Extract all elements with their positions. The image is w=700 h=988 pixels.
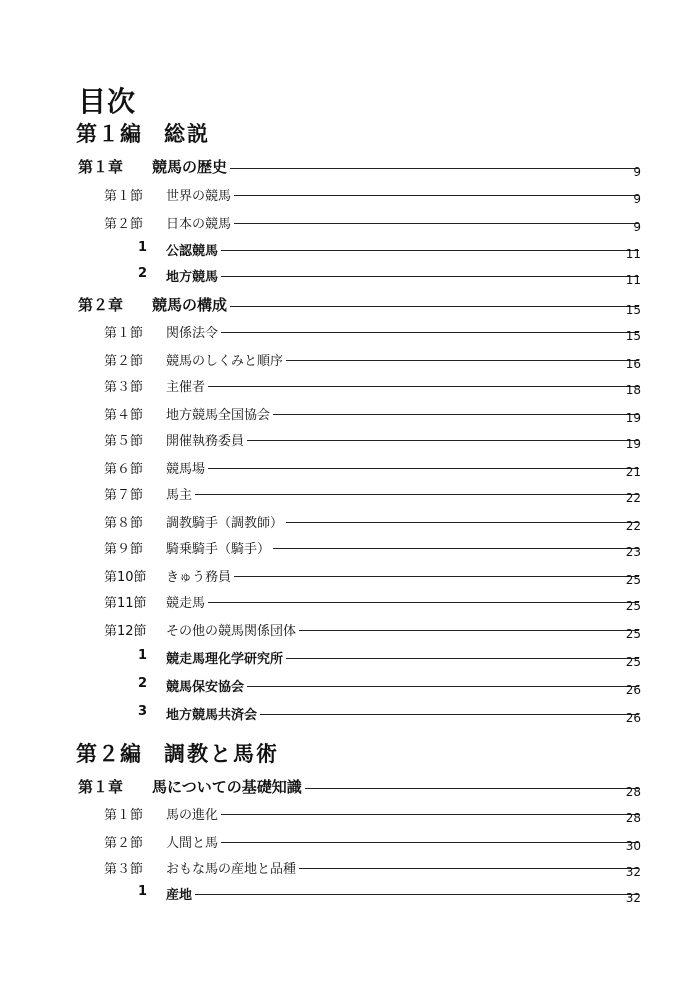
toc-section-number: 第６節 — [104, 462, 144, 477]
dotted-leader-line — [305, 788, 639, 789]
toc-page-number: 28 — [625, 785, 641, 799]
toc-page-number: 22 — [625, 491, 641, 505]
dotted-leader-line — [273, 414, 639, 415]
toc-chapter-label: 競馬の歴史 — [152, 158, 228, 176]
toc-chapter-row[interactable] — [0, 294, 700, 318]
dotted-leader-line — [286, 360, 639, 361]
toc-page-number: 30 — [625, 839, 641, 853]
toc-page-number: 15 — [625, 303, 641, 317]
dotted-leader-line — [230, 168, 639, 169]
toc-section-number: 第４節 — [104, 408, 144, 423]
dotted-leader-line — [195, 894, 639, 895]
toc-section-row[interactable] — [0, 185, 700, 209]
toc-page-number: 11 — [625, 247, 641, 261]
dotted-leader-line — [247, 686, 639, 687]
toc-chapter-number: 第２章 — [78, 296, 124, 314]
toc-item-row[interactable] — [0, 676, 700, 700]
dotted-leader-line — [234, 223, 639, 224]
dotted-leader-line — [234, 576, 639, 577]
toc-chapter-label: 競馬の構成 — [152, 296, 228, 314]
dotted-leader-line — [299, 868, 639, 869]
toc-page-number: 9 — [633, 192, 641, 206]
toc-page-number: 11 — [625, 273, 641, 287]
toc-page-number: 18 — [625, 383, 641, 397]
toc-section-number: 第８節 — [104, 516, 144, 531]
part-number: 第２編 — [76, 742, 142, 766]
toc-chapter-row[interactable] — [0, 156, 700, 180]
dotted-leader-line — [260, 714, 639, 715]
toc-section-row[interactable] — [0, 484, 700, 508]
toc-section-row[interactable] — [0, 458, 700, 482]
toc-page-number: 19 — [625, 411, 641, 425]
dotted-leader-line — [286, 658, 639, 659]
toc-item-number: 3 — [138, 704, 148, 719]
dotted-leader-line — [221, 276, 639, 277]
toc-item-row[interactable] — [0, 704, 700, 728]
toc-section-row[interactable] — [0, 620, 700, 644]
toc-page-number: 23 — [625, 545, 641, 559]
toc-item-number: 1 — [138, 884, 148, 899]
toc-chapter-number: 第１章 — [78, 778, 124, 796]
toc-section-label: 競馬場 — [166, 462, 206, 477]
part-number: 第１編 — [76, 122, 142, 146]
toc-section-row[interactable] — [0, 430, 700, 454]
toc-page-number: 9 — [633, 220, 641, 234]
toc-page-number: 25 — [625, 655, 641, 669]
toc-page-number: 22 — [625, 519, 641, 533]
toc-section-label: 日本の競馬 — [166, 217, 232, 232]
toc-section-label: 地方競馬全国協会 — [166, 408, 271, 423]
dotted-leader-line — [230, 306, 639, 307]
dotted-leader-line — [208, 386, 639, 387]
toc-page-number: 26 — [625, 683, 641, 697]
toc-page-number: 9 — [633, 165, 641, 179]
toc-section-number: 第９節 — [104, 542, 144, 557]
toc-section-row[interactable] — [0, 804, 700, 828]
toc-section-number: 第12節 — [104, 624, 147, 639]
toc-section-label: きゅう務員 — [166, 570, 232, 585]
dotted-leader-line — [221, 250, 639, 251]
toc-item-number: 2 — [138, 676, 148, 691]
dotted-leader-line — [299, 630, 639, 631]
toc-section-number: 第１節 — [104, 808, 144, 823]
toc-section-number: 第１節 — [104, 189, 144, 204]
toc-item-number: 1 — [138, 648, 148, 663]
toc-section-number: 第５節 — [104, 434, 144, 449]
dotted-leader-line — [286, 522, 639, 523]
dotted-leader-line — [234, 195, 639, 196]
toc-section-label: 競走馬 — [166, 596, 206, 611]
toc-section-label: 馬の進化 — [166, 808, 219, 823]
toc-section-label: 騎乗騎手（騎手） — [166, 542, 271, 557]
toc-section-row[interactable] — [0, 376, 700, 400]
toc-page-number: 25 — [625, 573, 641, 587]
dotted-leader-line — [221, 814, 639, 815]
toc-item-label: 地方競馬共済会 — [166, 708, 258, 723]
toc-section-label: その他の競馬関係団体 — [166, 624, 297, 639]
toc-item-row[interactable] — [0, 648, 700, 672]
toc-section-number: 第10節 — [104, 570, 147, 585]
dotted-leader-line — [221, 842, 639, 843]
toc-page-number: 26 — [625, 711, 641, 725]
toc-chapter-row[interactable] — [0, 776, 700, 800]
part-heading — [76, 118, 210, 148]
toc-item-label: 産地 — [166, 888, 193, 903]
toc-page-number: 28 — [625, 811, 641, 825]
toc-section-label: 関係法令 — [166, 326, 219, 341]
toc-chapter-number: 第１章 — [78, 158, 124, 176]
toc-section-row[interactable] — [0, 350, 700, 374]
toc-section-number: 第11節 — [104, 596, 147, 611]
toc-item-number: 1 — [138, 240, 148, 255]
dotted-leader-line — [273, 548, 639, 549]
toc-section-row[interactable] — [0, 538, 700, 562]
toc-section-number: 第１節 — [104, 326, 144, 341]
toc-page-number: 25 — [625, 599, 641, 613]
part-heading — [76, 738, 279, 768]
toc-page-number: 32 — [625, 891, 641, 905]
toc-page-number: 32 — [625, 865, 641, 879]
toc-item-label: 競馬保安協会 — [166, 680, 245, 695]
toc-section-label: 競馬のしくみと順序 — [166, 354, 284, 369]
toc-section-label: 調教騎手（調教師） — [166, 516, 284, 531]
toc-section-number: 第２節 — [104, 836, 144, 851]
dotted-leader-line — [208, 468, 639, 469]
dotted-leader-line — [208, 602, 639, 603]
toc-section-row[interactable] — [0, 404, 700, 428]
toc-section-row[interactable] — [0, 858, 700, 882]
toc-item-row[interactable] — [0, 240, 700, 264]
toc-section-number: 第２節 — [104, 217, 144, 232]
toc-section-label: 開催執務委員 — [166, 434, 245, 449]
toc-page-number: 21 — [625, 465, 641, 479]
part-title: 調教と馬術 — [164, 742, 279, 766]
toc-item-row[interactable] — [0, 266, 700, 290]
toc-section-label: 主催者 — [166, 380, 206, 395]
toc-page-number: 15 — [625, 329, 641, 343]
toc-section-label: 人間と馬 — [166, 836, 219, 851]
part-title: 総説 — [164, 122, 210, 146]
toc-item-number: 2 — [138, 266, 148, 281]
toc-section-number: 第３節 — [104, 862, 144, 877]
toc-section-label: 馬主 — [166, 488, 193, 503]
toc-section-row[interactable] — [0, 592, 700, 616]
toc-page-number: 16 — [625, 357, 641, 371]
toc-section-row[interactable] — [0, 322, 700, 346]
toc-page-number: 19 — [625, 437, 641, 451]
toc-section-row[interactable] — [0, 213, 700, 237]
toc-section-number: 第２節 — [104, 354, 144, 369]
toc-section-label: 世界の競馬 — [166, 189, 232, 204]
toc-chapter-label: 馬についての基礎知識 — [152, 778, 302, 796]
toc-section-label: おもな馬の産地と品種 — [166, 862, 297, 877]
toc-page-number: 25 — [625, 627, 641, 641]
dotted-leader-line — [195, 494, 639, 495]
toc-heading: 目次 — [78, 85, 137, 118]
dotted-leader-line — [221, 332, 639, 333]
toc-item-label: 競走馬理化学研究所 — [166, 652, 284, 667]
toc-section-row[interactable] — [0, 512, 700, 536]
toc-item-label: 公認競馬 — [166, 244, 219, 259]
toc-section-number: 第７節 — [104, 488, 144, 503]
toc-section-row[interactable] — [0, 832, 700, 856]
toc-section-number: 第３節 — [104, 380, 144, 395]
toc-item-row[interactable] — [0, 884, 700, 908]
toc-item-label: 地方競馬 — [166, 270, 219, 285]
toc-section-row[interactable] — [0, 566, 700, 590]
dotted-leader-line — [247, 440, 639, 441]
